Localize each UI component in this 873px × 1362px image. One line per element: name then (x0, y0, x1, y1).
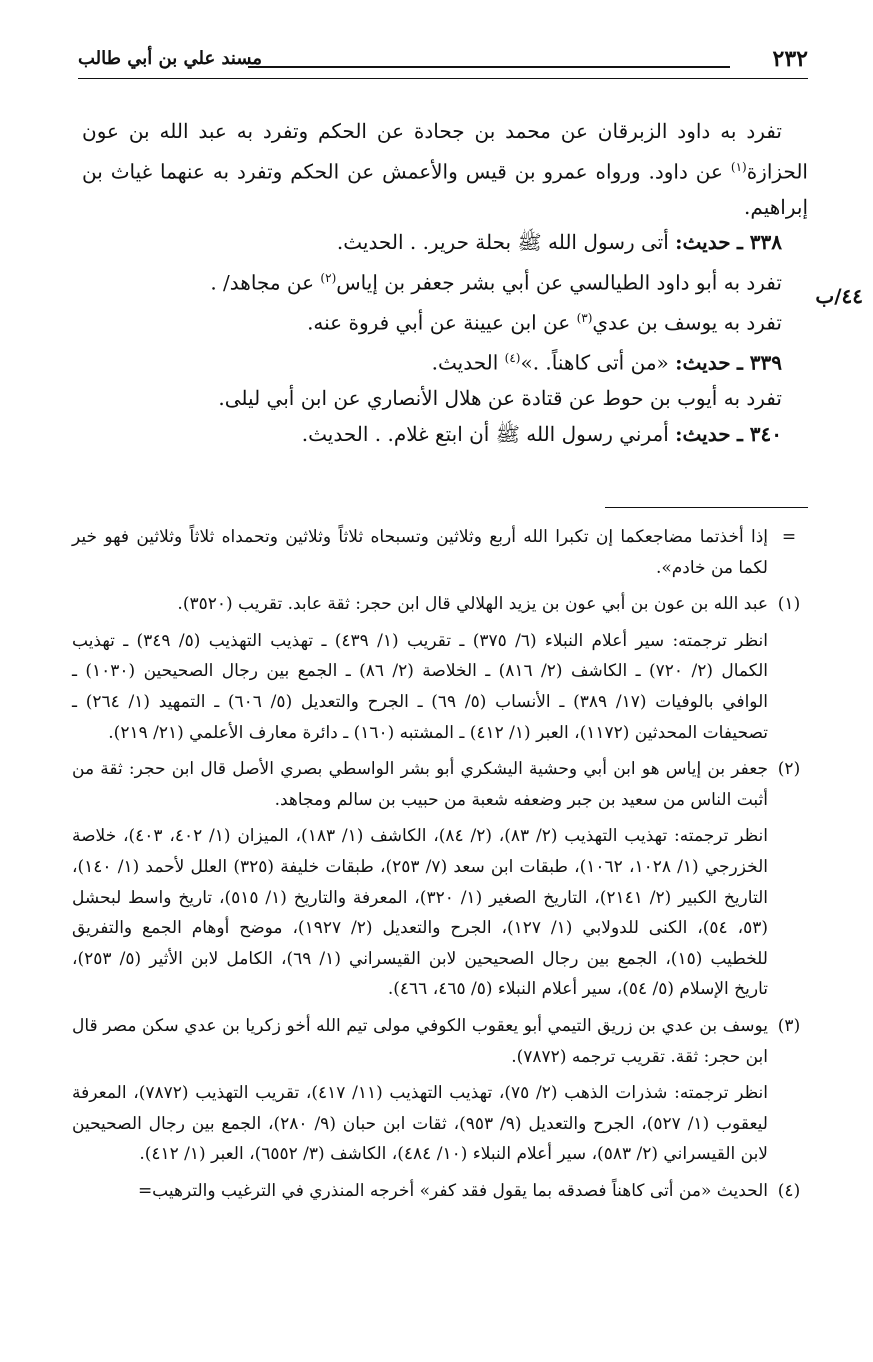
main-text (82, 114, 808, 452)
footnote-ref: (٤) (504, 350, 521, 365)
footnotes (72, 522, 804, 1206)
paragraph (82, 261, 808, 301)
footnote-ref: (١) (730, 159, 747, 174)
paragraph (82, 381, 808, 417)
footnote-separator (605, 507, 808, 508)
page-number: ٢٣٢ (772, 46, 808, 72)
hadith-keyword: حديث: (675, 350, 731, 375)
hadith-keyword: حديث: (675, 230, 731, 255)
footnote-continuation (72, 522, 804, 583)
footnote-ref: (٣) (576, 310, 593, 325)
paragraph (82, 301, 808, 341)
hadith-339 (82, 341, 808, 381)
hadith-340 (82, 417, 808, 453)
header-rule (248, 66, 730, 68)
footnote-sources: انظر ترجمته: شذرات الذهب (٢/ ٧٥)، تهذيب التهذيب (١١/ ٤١٧)، تقريب التهذيب (٧٨٧٢)، المعرفة ليعقوب (١/ ٥٢٧)، الجرح والتعديل (٩/ ٩٥٣)، ثقات ابن حبان (٩/ ٢٨٠)، الجمع بين رجال الصحيحين لابن القيسراني (٢/ ٥٨٣)، سير أعلام النبلاء (١٠/ ٤٨٤)، الكاشف (٣/ ٦٥٥٢)، العبر (١/ ٤١٢). (72, 1083, 768, 1165)
text: عن ابن عيينة عن أبي فروة عنه. (307, 310, 577, 335)
footnote-2 (72, 754, 804, 1005)
footnote-number: (٤) (777, 1180, 801, 1201)
footnote-sources: انظر ترجمته: تهذيب التهذيب (٢/ ٨٣)، (٢/ ٨٤)، الكاشف (١/ ١٨٣)، الميزان (١/ ٤٠٢، ٤٠٣)، خلاصة الخزرجي (١/ ١٠٢٨، ١٠٦٢)، طبقات ابن سعد (٧/ ٢٥٣)، طبقات خليفة (٣٢٥) العلل لأحمد (١/ ١٤٠)، التاريخ الكبير (٢/ ٢١٤١)، التاريخ الصغير (١/ ٣٢٠)، المعرفة والتاريخ (١/ ٥١٥)، تاريخ واسط لبحشل (٥٣، ٥٤)، الكنى للدولابي (١/ ١٢٧)، الجرح والتعديل (٢/ ١٩٢٧)، موضح أوهام الجمع والتفريق للخطيب (١٥)، الجمع بين رجال الصحيحين لابن القيسراني (١/ ٦٩)، الكامل لابن الأثير (٥/ ٢٥٣)، تاريخ الإسلام (٥/ ٥٤)، سير أعلام النبلاء (٥/ ٤٦٥، ٤٦٦). (72, 826, 769, 1000)
footnote-text: إذا أخذتما مضاجعكما إن تكبرا الله أربع وثلاثين وتسبحاه ثلاثاً وثلاثين وتحمداه ثلاثاً وثلاثين فهو خير لكما من خادم». (72, 527, 768, 578)
hadith-keyword: حديث: (675, 421, 731, 446)
header-underline (78, 78, 808, 79)
footnote-text: الحديث «من أتى كاهناً فصدقه بما يقول فقد كفر» أخرجه المنذري في الترغيب والترهيب= (137, 1180, 768, 1201)
paragraph (82, 114, 808, 225)
manuscript-folio-note: ٤٤/ب (815, 284, 863, 308)
hadith-text: «من أتى كاهناً. .» (520, 350, 676, 375)
footnote-text: جعفر بن إياس هو ابن أبي وحشية اليشكري أبو بشر الواسطي بصري الأصل قال ابن حجر: ثقة من أثبت الناس من سعيد بن جبر وضعفه شعبة من حبيب بن سالم ومجاهد. (72, 759, 768, 810)
hadith-number: ٣٣٨ ـ (736, 230, 782, 255)
hadith-text: الحديث. (431, 350, 505, 375)
text: عن مجاهد/ . (210, 270, 321, 295)
text: عن داود. ورواه عمرو بن قيس والأعمش عن الحكم وتفرد به عنهما غياث بن إبراهيم. (82, 159, 808, 219)
text: تفرد به أيوب بن حوط عن قتادة عن هلال الأنصاري عن ابن أبي ليلى. (218, 386, 782, 411)
page-header (78, 44, 808, 80)
footnote-ref: (٢) (320, 270, 337, 285)
hadith-number: ٣٤٠ ـ (736, 421, 782, 446)
text: تفرد به داود الزبرقان عن محمد بن جحادة عن الحكم وتفرد به عبد الله بن عون الحزازة (82, 119, 808, 184)
hadith-text: أتى رسول الله ﷺ بحلة حرير. . الحديث. (336, 230, 676, 255)
footnote-text: عبد الله بن عون بن أبي عون بن يزيد الهلالي قال ابن حجر: ثقة عابد. تقريب (٣٥٢٠). (177, 594, 768, 615)
text: تفرد به أبو داود الطيالسي عن أبي بشر جعفر بن إياس (336, 270, 782, 295)
footnote-text: يوسف بن عدي بن زريق التيمي أبو يعقوب الكوفي مولى تيم الله أخو زكريا بن عدي سكن مصر قال ابن حجر: ثقة. تقريب ترجمه (٧٨٧٢). (72, 1015, 768, 1067)
continuation-mark: = (781, 527, 797, 547)
footnote-number: (١) (777, 594, 801, 615)
footnote-sources: انظر ترجمته: سير أعلام النبلاء (٦/ ٣٧٥) ـ تقريب (١/ ٤٣٩) ـ تهذيب التهذيب (٥/ ٣٤٩) ـ تهذيب الكمال (٢/ ٧٢٠) ـ الكاشف (٢/ ٨١٦) ـ الخلاصة (٢/ ٨٦) ـ الجمع بين رجال الصحيحين (١٠٣٠) ـ الوافي بالوفيات (١٧/ ٣٨٩) ـ الأنساب (٥/ ٦٩) ـ الجرح والتعديل (٥/ ٦٠٦) ـ التمهيد (١/ ٢٦٤) ـ تصحيفات المحدثين (١١٧٢)، العبر (١/ ٤١٢) ـ المشتبه (١٦٠) ـ دائرة معارف الأعلمي (٢١/ ٢١٩). (72, 630, 768, 743)
hadith-number: ٣٣٩ ـ (736, 350, 782, 375)
hadith-338 (82, 225, 808, 261)
footnote-1 (72, 589, 804, 748)
footnote-number: (٣) (777, 1015, 801, 1036)
footnote-4 (72, 1176, 804, 1207)
footnote-number: (٢) (777, 759, 801, 780)
text: تفرد به يوسف بن عدي (592, 310, 782, 335)
hadith-text: أمرني رسول الله ﷺ أن ابتع غلام. . الحديث. (301, 421, 676, 446)
footnote-3 (72, 1011, 804, 1170)
book-title: مسند علي بن أبي طالب (78, 48, 263, 69)
